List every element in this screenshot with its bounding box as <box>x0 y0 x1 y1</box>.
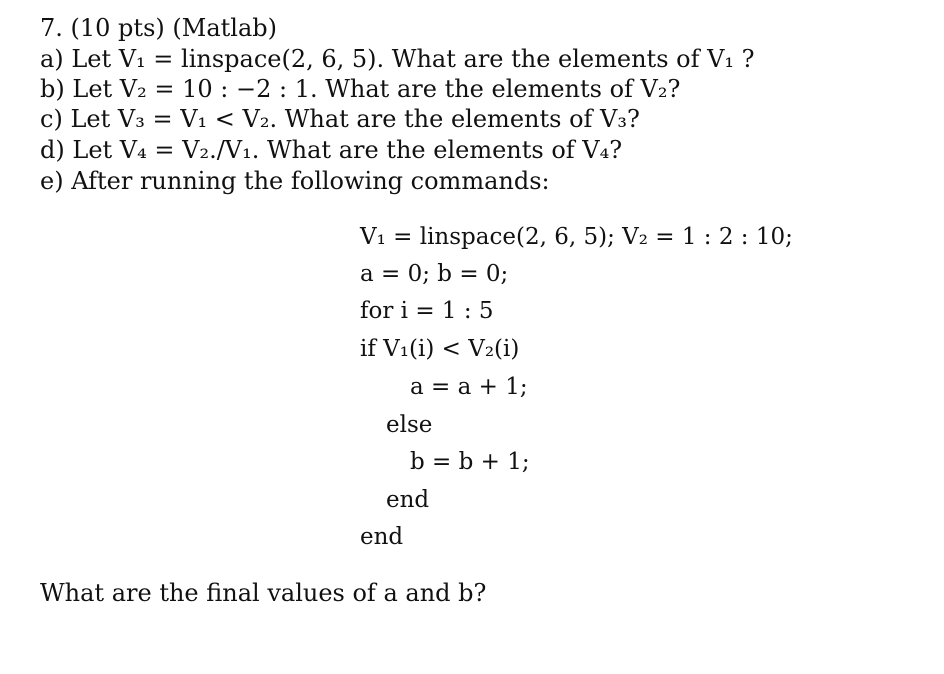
code-line-6: else <box>386 412 433 438</box>
code-line-9: end <box>360 524 404 550</box>
code-line-5: a = a + 1; <box>410 374 528 400</box>
part-e-label: e) <box>40 167 64 195</box>
code-line-1: V₁ = linspace(2, 6, 5); V₂ = 1 : 2 : 10; <box>360 224 793 250</box>
part-b <box>40 74 680 104</box>
part-d-text: Let V₄ = V₂./V₁. What are the elements of V₄? <box>72 136 623 164</box>
part-c-text: Let V₃ = V₁ < V₂. What are the elements of V₃? <box>70 105 640 133</box>
final-question: What are the final values of a and b? <box>40 579 487 607</box>
problem-header: 7. (10 pts) (Matlab) <box>40 14 277 42</box>
part-e <box>40 166 550 196</box>
part-b-text: Let V₂ = 10 : −2 : 1. What are the elements of V₂? <box>72 75 681 103</box>
part-d <box>40 135 622 165</box>
code-line-8: end <box>386 487 430 513</box>
part-a <box>40 44 755 74</box>
part-b-label: b) <box>40 75 65 103</box>
part-e-text: After running the following commands: <box>71 167 550 195</box>
part-c <box>40 104 640 134</box>
code-line-7: b = b + 1; <box>410 449 530 475</box>
code-line-4: if V₁(i) < V₂(i) <box>360 336 520 362</box>
part-c-label: c) <box>40 105 63 133</box>
part-d-label: d) <box>40 136 65 164</box>
part-a-label: a) <box>40 45 64 73</box>
code-line-2: a = 0; b = 0; <box>360 261 509 287</box>
part-a-text: Let V₁ = linspace(2, 6, 5). What are the elements of V₁ ? <box>71 45 755 73</box>
code-line-3: for i = 1 : 5 <box>360 298 494 324</box>
